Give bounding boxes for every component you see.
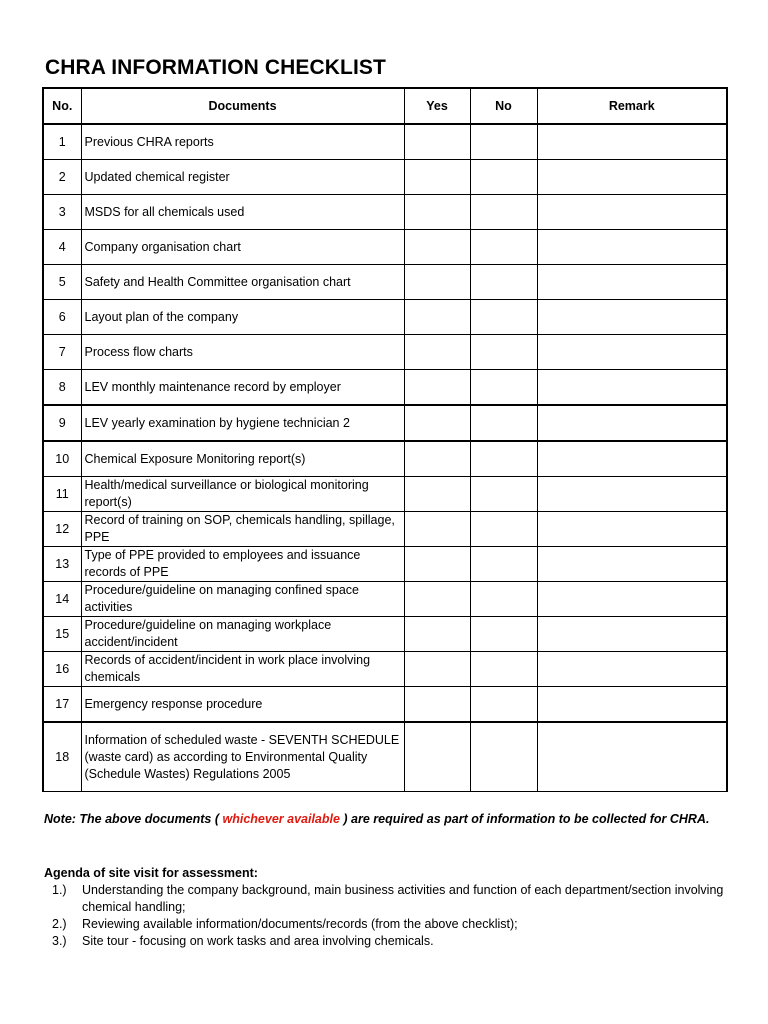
note-text <box>44 812 709 826</box>
row-yes-cell[interactable] <box>404 582 470 617</box>
table-row <box>43 477 727 512</box>
agenda-item-text: Reviewing available information/documents/records (from the above checklist); <box>82 917 518 931</box>
row-remark-cell[interactable] <box>537 335 727 370</box>
row-number: 13 <box>43 547 81 582</box>
row-remark-cell[interactable] <box>537 512 727 547</box>
agenda-item <box>44 882 744 916</box>
row-remark-cell[interactable] <box>537 617 727 652</box>
table-row <box>43 335 727 370</box>
row-remark-cell[interactable] <box>537 652 727 687</box>
agenda-item-text: Site tour - focusing on work tasks and area involving chemicals. <box>82 934 434 948</box>
row-no-cell[interactable] <box>470 300 537 335</box>
row-no-cell[interactable] <box>470 160 537 195</box>
row-remark-cell[interactable] <box>537 230 727 265</box>
row-document: Safety and Health Committee organisation chart <box>81 265 404 300</box>
row-number: 1 <box>43 124 81 160</box>
row-number: 10 <box>43 441 81 477</box>
table-row <box>43 370 727 406</box>
row-number: 17 <box>43 687 81 723</box>
row-no-cell[interactable] <box>470 687 537 723</box>
table-row <box>43 230 727 265</box>
row-document: LEV yearly examination by hygiene technician 2 <box>81 405 404 441</box>
row-document: Information of scheduled waste - SEVENTH SCHEDULE (waste card) as according to Environmental Quality (Schedule Wastes) Regulations 2005 <box>81 722 404 792</box>
row-document: Chemical Exposure Monitoring report(s) <box>81 441 404 477</box>
row-document: Type of PPE provided to employees and issuance records of PPE <box>81 547 404 582</box>
row-document: Procedure/guideline on managing confined space activities <box>81 582 404 617</box>
table-row <box>43 124 727 160</box>
row-remark-cell[interactable] <box>537 547 727 582</box>
row-no-cell[interactable] <box>470 512 537 547</box>
agenda-item <box>44 933 744 950</box>
row-remark-cell[interactable] <box>537 300 727 335</box>
header-yes: Yes <box>404 88 470 124</box>
row-yes-cell[interactable] <box>404 617 470 652</box>
row-number: 14 <box>43 582 81 617</box>
table-row <box>43 300 727 335</box>
row-no-cell[interactable] <box>470 547 537 582</box>
row-no-cell[interactable] <box>470 477 537 512</box>
row-number: 16 <box>43 652 81 687</box>
row-document: Layout plan of the company <box>81 300 404 335</box>
row-document: LEV monthly maintenance record by employer <box>81 370 404 406</box>
row-no-cell[interactable] <box>470 441 537 477</box>
row-document: MSDS for all chemicals used <box>81 195 404 230</box>
row-document: Company organisation chart <box>81 230 404 265</box>
row-number: 15 <box>43 617 81 652</box>
row-remark-cell[interactable] <box>537 265 727 300</box>
agenda-item-index: 2.) <box>52 917 67 931</box>
row-yes-cell[interactable] <box>404 195 470 230</box>
table-row <box>43 547 727 582</box>
row-document: Process flow charts <box>81 335 404 370</box>
row-no-cell[interactable] <box>470 405 537 441</box>
row-no-cell[interactable] <box>470 335 537 370</box>
table-row <box>43 405 727 441</box>
row-yes-cell[interactable] <box>404 124 470 160</box>
row-yes-cell[interactable] <box>404 652 470 687</box>
row-yes-cell[interactable] <box>404 477 470 512</box>
row-number: 4 <box>43 230 81 265</box>
row-no-cell[interactable] <box>470 230 537 265</box>
row-yes-cell[interactable] <box>404 300 470 335</box>
row-document: Record of training on SOP, chemicals handling, spillage, PPE <box>81 512 404 547</box>
row-remark-cell[interactable] <box>537 405 727 441</box>
row-document: Updated chemical register <box>81 160 404 195</box>
row-yes-cell[interactable] <box>404 547 470 582</box>
row-remark-cell[interactable] <box>537 477 727 512</box>
row-remark-cell[interactable] <box>537 195 727 230</box>
table-row <box>43 582 727 617</box>
row-no-cell[interactable] <box>470 124 537 160</box>
agenda-title: Agenda of site visit for assessment: <box>44 866 258 880</box>
row-no-cell[interactable] <box>470 370 537 406</box>
page-title: CHRA INFORMATION CHECKLIST <box>45 56 386 79</box>
row-yes-cell[interactable] <box>404 512 470 547</box>
row-document: Procedure/guideline on managing workplace accident/incident <box>81 617 404 652</box>
table-row <box>43 687 727 723</box>
table-row <box>43 441 727 477</box>
row-yes-cell[interactable] <box>404 687 470 723</box>
table-row <box>43 195 727 230</box>
row-remark-cell[interactable] <box>537 160 727 195</box>
row-number: 6 <box>43 300 81 335</box>
row-number: 18 <box>43 722 81 792</box>
table-row <box>43 265 727 300</box>
table-row <box>43 160 727 195</box>
row-no-cell[interactable] <box>470 582 537 617</box>
row-yes-cell[interactable] <box>404 405 470 441</box>
row-number: 2 <box>43 160 81 195</box>
row-remark-cell[interactable] <box>537 687 727 723</box>
note-suffix: ) are required as part of information to be collected for CHRA. <box>339 812 710 826</box>
row-document: Health/medical surveillance or biological monitoring report(s) <box>81 477 404 512</box>
row-remark-cell[interactable] <box>537 370 727 406</box>
row-yes-cell[interactable] <box>404 722 470 792</box>
header-no-col: No <box>470 88 537 124</box>
agenda-section <box>44 865 744 950</box>
row-remark-cell[interactable] <box>537 722 727 792</box>
agenda-item-index: 3.) <box>52 934 67 948</box>
row-no-cell[interactable] <box>470 195 537 230</box>
agenda-item-index: 1.) <box>52 883 67 897</box>
row-no-cell[interactable] <box>470 722 537 792</box>
row-number: 7 <box>43 335 81 370</box>
row-number: 5 <box>43 265 81 300</box>
row-number: 3 <box>43 195 81 230</box>
row-yes-cell[interactable] <box>404 370 470 406</box>
row-yes-cell[interactable] <box>404 160 470 195</box>
row-document: Emergency response procedure <box>81 687 404 723</box>
row-yes-cell[interactable] <box>404 265 470 300</box>
agenda-item <box>44 916 744 933</box>
note-highlight: whichever available <box>222 812 340 826</box>
row-remark-cell[interactable] <box>537 124 727 160</box>
row-remark-cell[interactable] <box>537 582 727 617</box>
row-remark-cell[interactable] <box>537 441 727 477</box>
row-yes-cell[interactable] <box>404 441 470 477</box>
row-number: 9 <box>43 405 81 441</box>
table-header-row <box>43 88 727 124</box>
row-document: Records of accident/incident in work place involving chemicals <box>81 652 404 687</box>
row-yes-cell[interactable] <box>404 335 470 370</box>
table-row <box>43 512 727 547</box>
row-no-cell[interactable] <box>470 652 537 687</box>
table-row <box>43 652 727 687</box>
header-documents: Documents <box>81 88 404 124</box>
note-prefix: Note: The above documents ( <box>44 812 223 826</box>
agenda-item-text: Understanding the company background, main business activities and function of each department/section involving chemical handling; <box>82 883 724 914</box>
row-yes-cell[interactable] <box>404 230 470 265</box>
table-row <box>43 722 727 792</box>
checklist-table <box>42 87 728 792</box>
row-no-cell[interactable] <box>470 617 537 652</box>
row-number: 8 <box>43 370 81 406</box>
row-no-cell[interactable] <box>470 265 537 300</box>
header-remark: Remark <box>537 88 727 124</box>
header-no: No. <box>43 88 81 124</box>
row-document: Previous CHRA reports <box>81 124 404 160</box>
table-row <box>43 617 727 652</box>
row-number: 12 <box>43 512 81 547</box>
row-number: 11 <box>43 477 81 512</box>
